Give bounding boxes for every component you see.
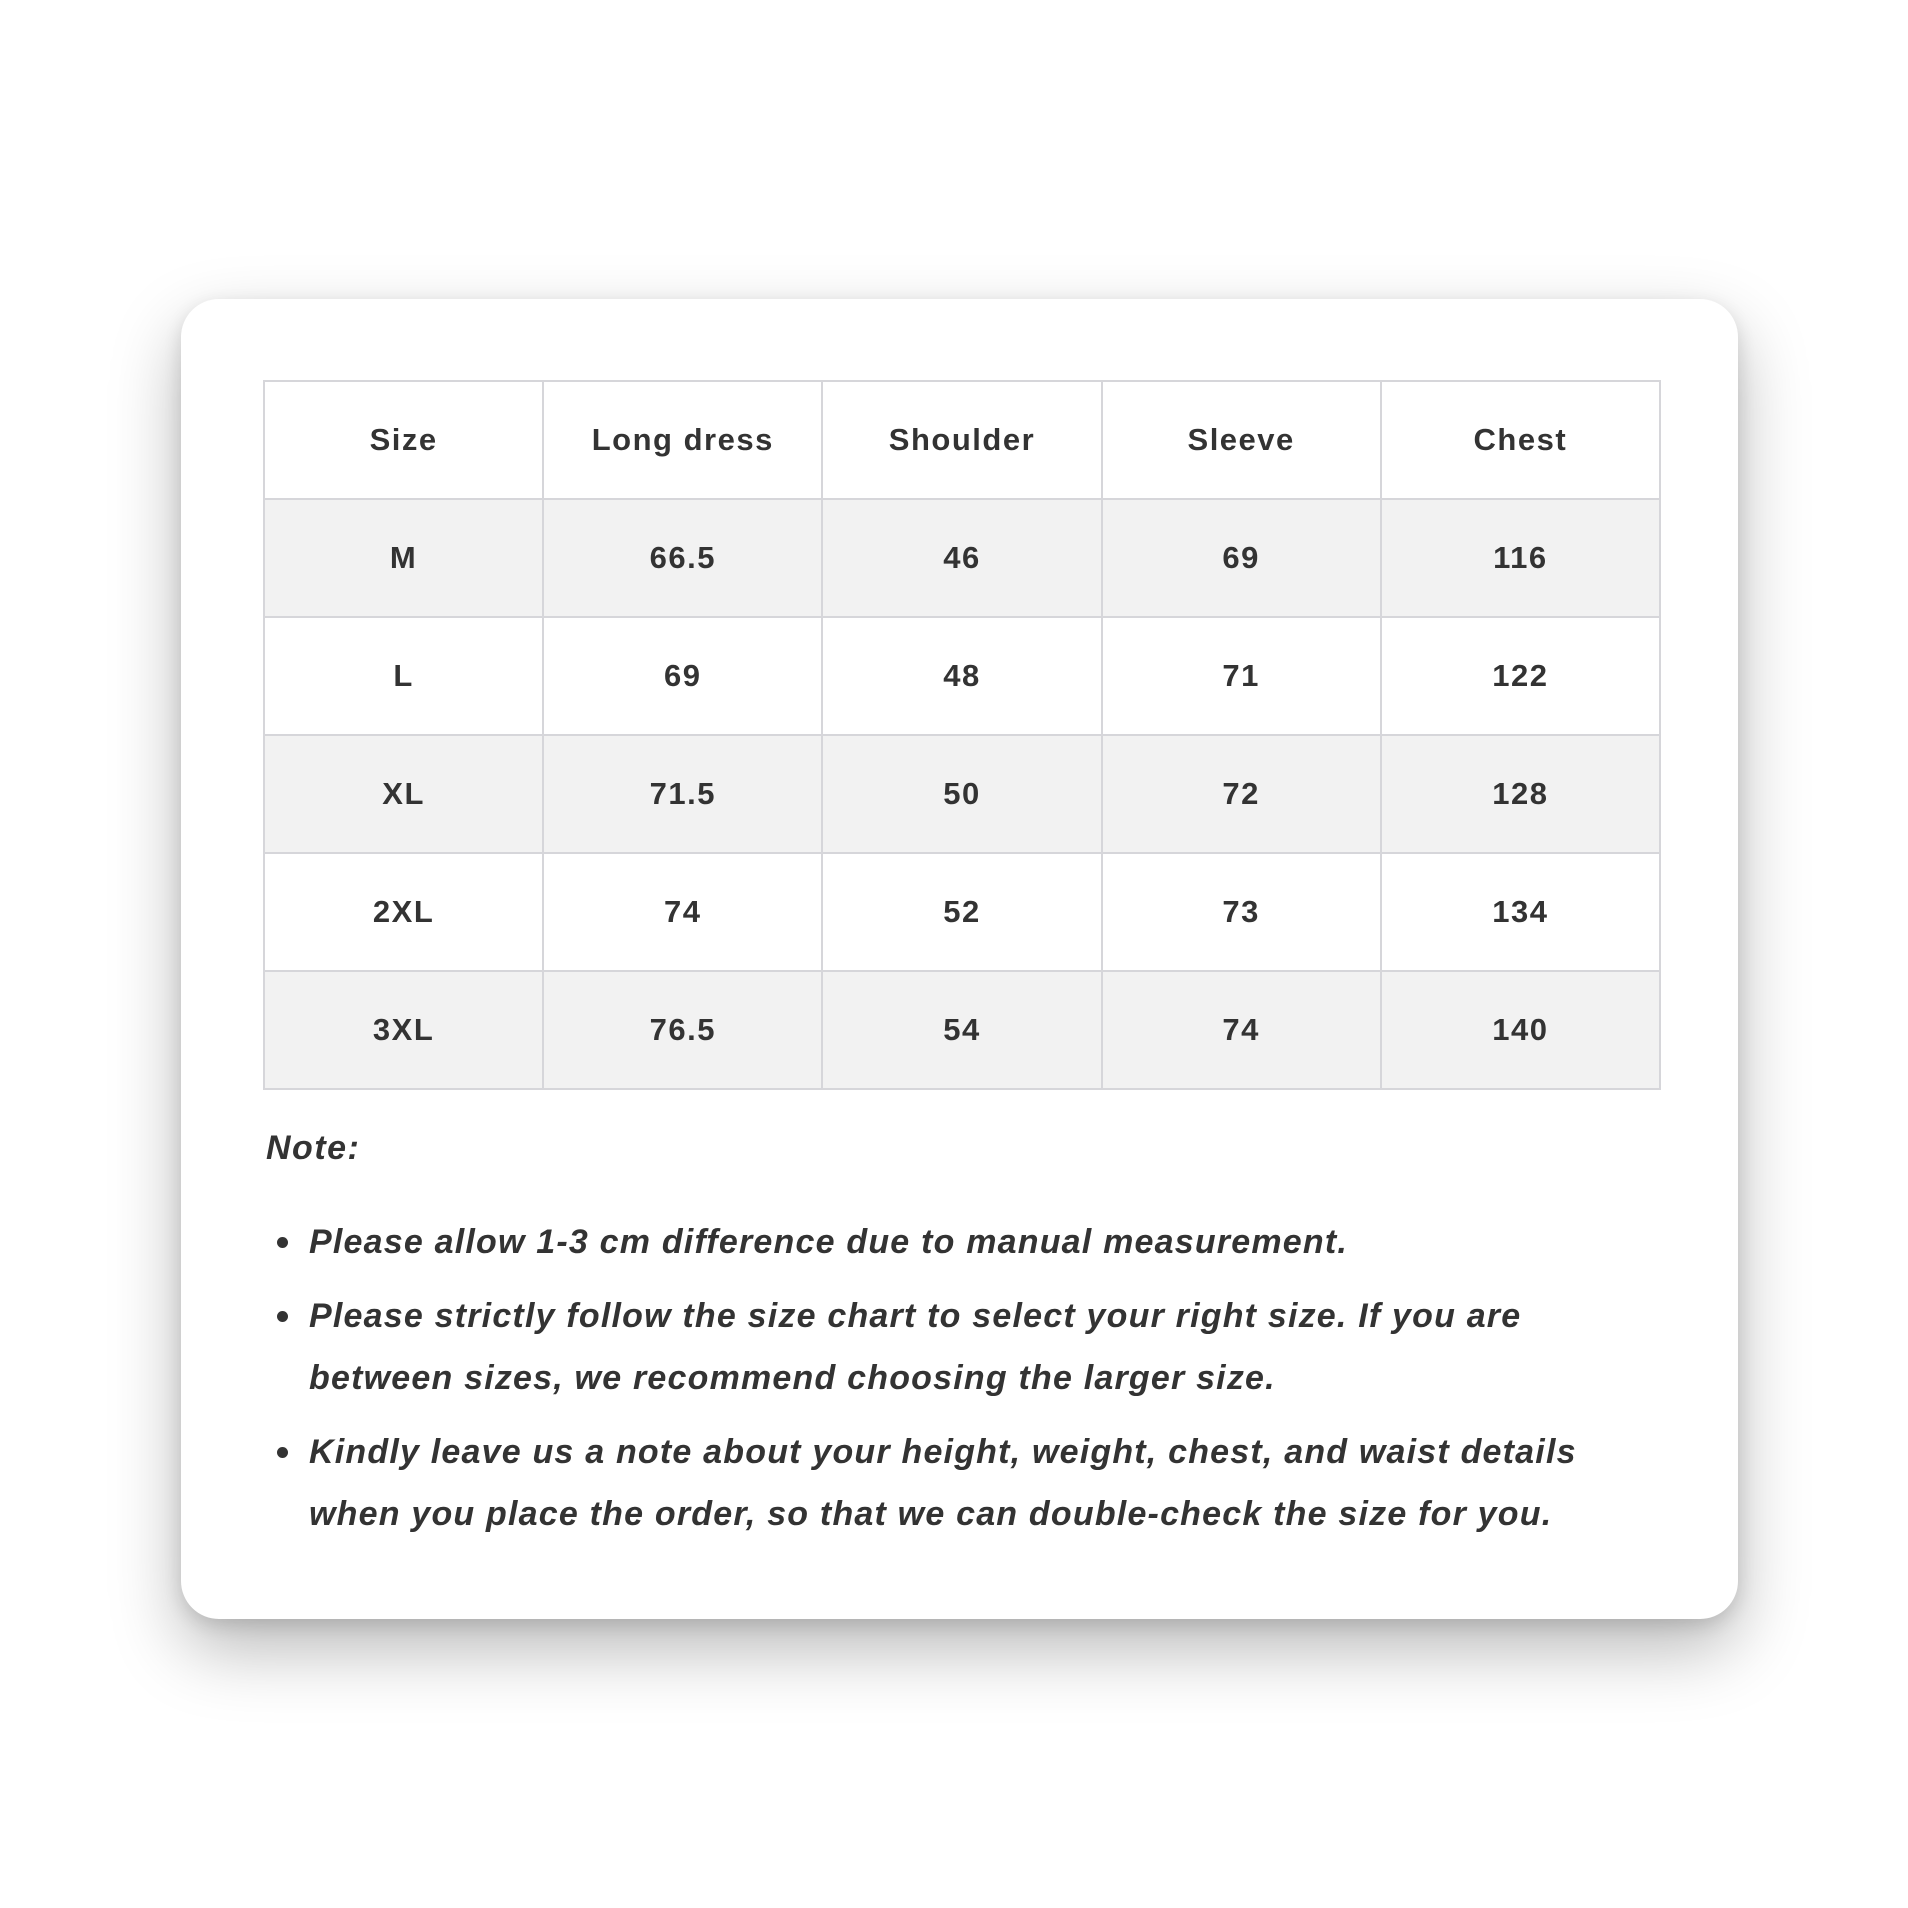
cell-size: 2XL xyxy=(264,853,543,971)
list-item xyxy=(309,1211,1669,1273)
cell-sleeve: 71 xyxy=(1102,617,1381,735)
table-header-row xyxy=(264,381,1660,499)
cell-long-dress: 69 xyxy=(543,617,822,735)
bullet-icon xyxy=(277,1237,288,1248)
list-item xyxy=(309,1421,1669,1545)
cell-shoulder: 46 xyxy=(822,499,1101,617)
note-title: Note: xyxy=(266,1129,361,1167)
list-item xyxy=(309,1285,1669,1409)
cell-long-dress: 66.5 xyxy=(543,499,822,617)
note-text: Kindly leave us a note about your height, weight, chest, and waist details when you place the order, so that we can double-check the size for you. xyxy=(309,1433,1577,1533)
cell-long-dress: 76.5 xyxy=(543,971,822,1089)
cell-shoulder: 50 xyxy=(822,735,1101,853)
cell-chest: 128 xyxy=(1381,735,1660,853)
column-header-sleeve: Sleeve xyxy=(1102,381,1381,499)
cell-chest: 134 xyxy=(1381,853,1660,971)
cell-size: XL xyxy=(264,735,543,853)
table-row xyxy=(264,617,1660,735)
cell-size: L xyxy=(264,617,543,735)
size-table xyxy=(263,380,1661,1090)
cell-sleeve: 74 xyxy=(1102,971,1381,1089)
cell-chest: 140 xyxy=(1381,971,1660,1089)
cell-chest: 116 xyxy=(1381,499,1660,617)
cell-shoulder: 52 xyxy=(822,853,1101,971)
table-row xyxy=(264,971,1660,1089)
cell-long-dress: 71.5 xyxy=(543,735,822,853)
column-header-long-dress: Long dress xyxy=(543,381,822,499)
table-row xyxy=(264,499,1660,617)
cell-long-dress: 74 xyxy=(543,853,822,971)
cell-sleeve: 69 xyxy=(1102,499,1381,617)
bullet-icon xyxy=(277,1447,288,1458)
cell-shoulder: 48 xyxy=(822,617,1101,735)
size-chart-card xyxy=(181,299,1738,1619)
column-header-chest: Chest xyxy=(1381,381,1660,499)
table-row xyxy=(264,735,1660,853)
column-header-shoulder: Shoulder xyxy=(822,381,1101,499)
cell-size: M xyxy=(264,499,543,617)
bullet-icon xyxy=(277,1311,288,1322)
column-header-size: Size xyxy=(264,381,543,499)
cell-sleeve: 73 xyxy=(1102,853,1381,971)
cell-chest: 122 xyxy=(1381,617,1660,735)
note-text: Please allow 1-3 cm difference due to manual measurement. xyxy=(309,1223,1349,1261)
cell-shoulder: 54 xyxy=(822,971,1101,1089)
cell-sleeve: 72 xyxy=(1102,735,1381,853)
note-text: Please strictly follow the size chart to select your right size. If you are between sizes, we recommend choosing the larger size. xyxy=(309,1297,1522,1397)
note-list xyxy=(309,1211,1669,1557)
table-row xyxy=(264,853,1660,971)
cell-size: 3XL xyxy=(264,971,543,1089)
